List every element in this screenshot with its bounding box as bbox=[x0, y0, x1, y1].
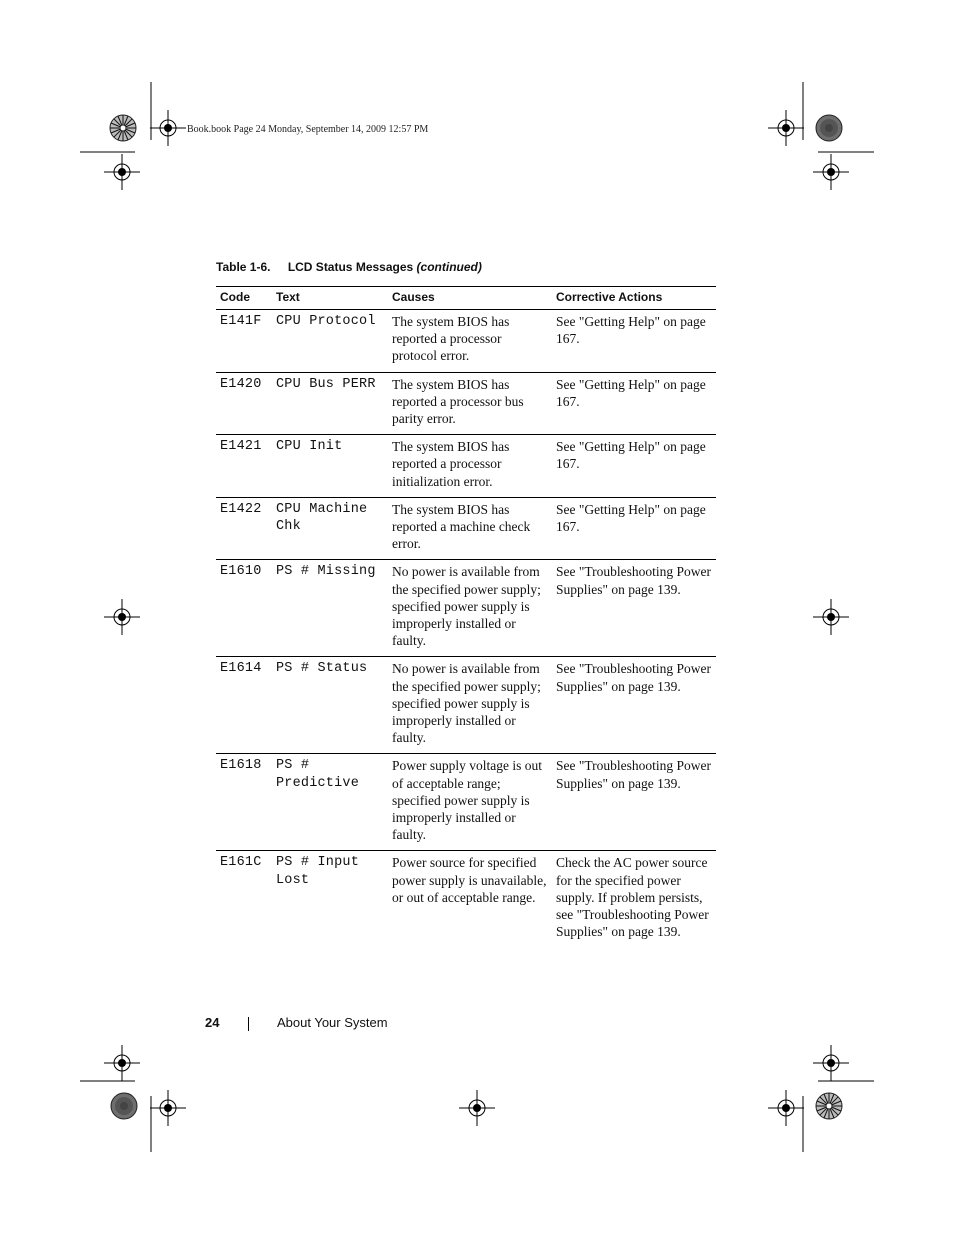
causes-cell: No power is available from the specified power supply; specified power supply is improperly installed or faulty. bbox=[388, 560, 552, 657]
table-header-row bbox=[216, 287, 716, 310]
text-cell: PS # Predictive bbox=[272, 754, 388, 851]
header-actions: Corrective Actions bbox=[552, 287, 716, 310]
table-row bbox=[216, 310, 716, 373]
continued-note: (continued) bbox=[416, 260, 482, 274]
code-cell: E1420 bbox=[216, 372, 272, 435]
actions-cell: See "Troubleshooting Power Supplies" on page 139. bbox=[552, 657, 716, 754]
text-cell: PS # Input Lost bbox=[276, 855, 360, 888]
code-cell: E1610 bbox=[216, 560, 272, 657]
code-cell: E1421 bbox=[216, 435, 272, 498]
code-cell: E1422 bbox=[216, 497, 272, 560]
print-header: Book.book Page 24 Monday, September 14, 2009 12:57 PM bbox=[187, 124, 429, 135]
table-row bbox=[216, 754, 716, 851]
table-row bbox=[216, 657, 716, 754]
header-causes: Causes bbox=[388, 287, 552, 310]
actions-cell: See "Troubleshooting Power Supplies" on page 139. bbox=[552, 754, 716, 851]
text-cell: CPU Protocol bbox=[272, 310, 388, 373]
code-cell: E141F bbox=[216, 310, 272, 373]
actions-cell: See "Troubleshooting Power Supplies" on page 139. bbox=[552, 560, 716, 657]
text-cell: CPU Bus PERR bbox=[272, 372, 388, 435]
table-caption bbox=[216, 260, 482, 274]
code-cell: E1614 bbox=[216, 657, 272, 754]
text-cell: PS # Missing bbox=[272, 560, 388, 657]
code-cell: E1618 bbox=[216, 754, 272, 851]
causes-cell: Power source for specified power supply is unavailable, or out of acceptable range. bbox=[392, 855, 547, 905]
table-row bbox=[216, 560, 716, 657]
section-title: About Your System bbox=[277, 1015, 388, 1030]
causes-cell: The system BIOS has reported a processor initialization error. bbox=[388, 435, 552, 498]
footer-divider bbox=[248, 1017, 249, 1031]
text-cell: CPU Machine Chk bbox=[272, 497, 388, 560]
page-number: 24 bbox=[205, 1015, 220, 1030]
actions-cell: See "Getting Help" on page 167. bbox=[552, 372, 716, 435]
table-row bbox=[216, 851, 716, 948]
text-cell: PS # Status bbox=[272, 657, 388, 754]
table-row bbox=[216, 435, 716, 498]
causes-cell: The system BIOS has reported a processor bus parity error. bbox=[388, 372, 552, 435]
actions-cell: See "Getting Help" on page 167. bbox=[552, 310, 716, 373]
causes-cell: Power supply voltage is out of acceptable range; specified power supply is improperly installed or faulty. bbox=[388, 754, 552, 851]
actions-cell: Check the AC power source for the specified power supply. If problem persists, see "Troubleshooting Power Supplies" on page 139. bbox=[556, 855, 709, 940]
table-row bbox=[216, 497, 716, 560]
actions-cell: See "Getting Help" on page 167. bbox=[552, 497, 716, 560]
causes-cell: The system BIOS has reported a machine check error. bbox=[388, 497, 552, 560]
text-cell: CPU Init bbox=[272, 435, 388, 498]
table-number: Table 1-6. bbox=[216, 260, 271, 274]
actions-cell: See "Getting Help" on page 167. bbox=[552, 435, 716, 498]
lcd-status-table bbox=[216, 286, 716, 948]
table-title: LCD Status Messages bbox=[287, 260, 414, 274]
causes-cell: The system BIOS has reported a processor protocol error. bbox=[388, 310, 552, 373]
table-row bbox=[216, 372, 716, 435]
header-code: Code bbox=[216, 287, 272, 310]
header-text: Text bbox=[272, 287, 388, 310]
causes-cell: No power is available from the specified power supply; specified power supply is improperly installed or faulty. bbox=[388, 657, 552, 754]
code-cell: E161C bbox=[220, 855, 262, 871]
